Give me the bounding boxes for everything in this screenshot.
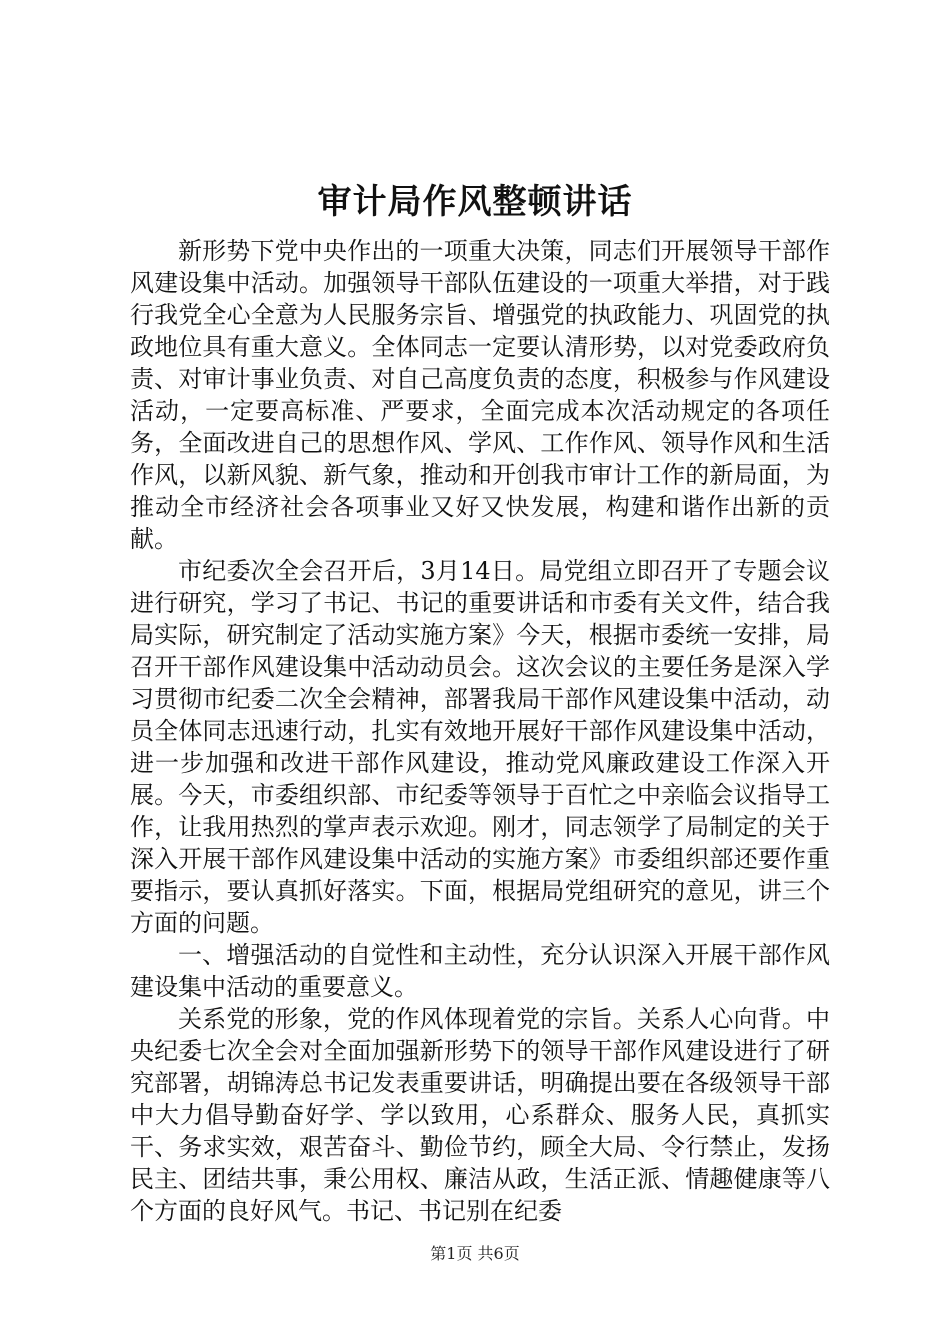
paragraph-3-heading: 一、增强活动的自觉性和主动性，充分认识深入开展干部作风建设集中活动的重要意义。 (130, 941, 830, 1001)
paragraph-1: 新形势下党中央作出的一项重大决策，同志们开展领导干部作风建设集中活动。加强领导干部队伍建设的一项重大举措，对于践行我党全心全意为人民服务宗旨、增强党的执政能力、巩固党的执政地位具有重大意义。全体同志一定要认清形势，以对党委政府负责、对审计事业负责、对自己高度负责的态度，积极参与作风建设活动，一定要高标准、严要求，全面完成本次活动规定的各项任务，全面改进自己的思想作风、学风、工作作风、领导作风和生活作风，以新风貌、新气象，推动和开创我市审计工作的新局面，为推动全市经济社会各项事业又好又快发展，构建和谐作出新的贡献。 (130, 237, 830, 553)
paragraph-4: 关系党的形象，党的作风体现着党的宗旨。关系人心向背。中央纪委七次全会对全面加强新形势下的领导干部作风建设进行了研究部署，胡锦涛总书记发表重要讲话，明确提出要在各级领导干部中大力倡导勤奋好学、学以致用，心系群众、服务人民，真抓实干、务求实效，艰苦奋斗、勤俭节约，顾全大局、令行禁止，发扬民主、团结共事，秉公用权、廉洁从政，生活正派、情趣健康等八个方面的良好风气。书记、书记别在纪委 (130, 1005, 830, 1225)
document-body (130, 235, 830, 1227)
document-title: 审计局作风整顿讲话 (317, 182, 633, 222)
page-number-footer: 第1页 共6页 (430, 1244, 520, 1263)
paragraph-2: 市纪委次全会召开后，3月14日。局党组立即召开了专题会议进行研究，学习了书记、书记的重要讲话和市委有关文件，结合我局实际，研究制定了活动实施方案》今天，根据市委统一安排，局召开干部作风建设集中活动动员会。这次会议的主要任务是深入学习贯彻市纪委二次全会精神，部署我局干部作风建设集中活动，动员全体同志迅速行动，扎实有效地开展好干部作风建设集中活动，进一步加强和改进干部作风建设，推动党风廉政建设工作深入开展。今天，市委组织部、市纪委等领导于百忙之中亲临会议指导工作，让我用热烈的掌声表示欢迎。刚才，同志领学了局制定的关于深入开展干部作风建设集中活动的实施方案》市委组织部还要作重要指示，要认真抓好落实。下面，根据局党组研究的意见，讲三个方面的问题。 (130, 557, 830, 937)
